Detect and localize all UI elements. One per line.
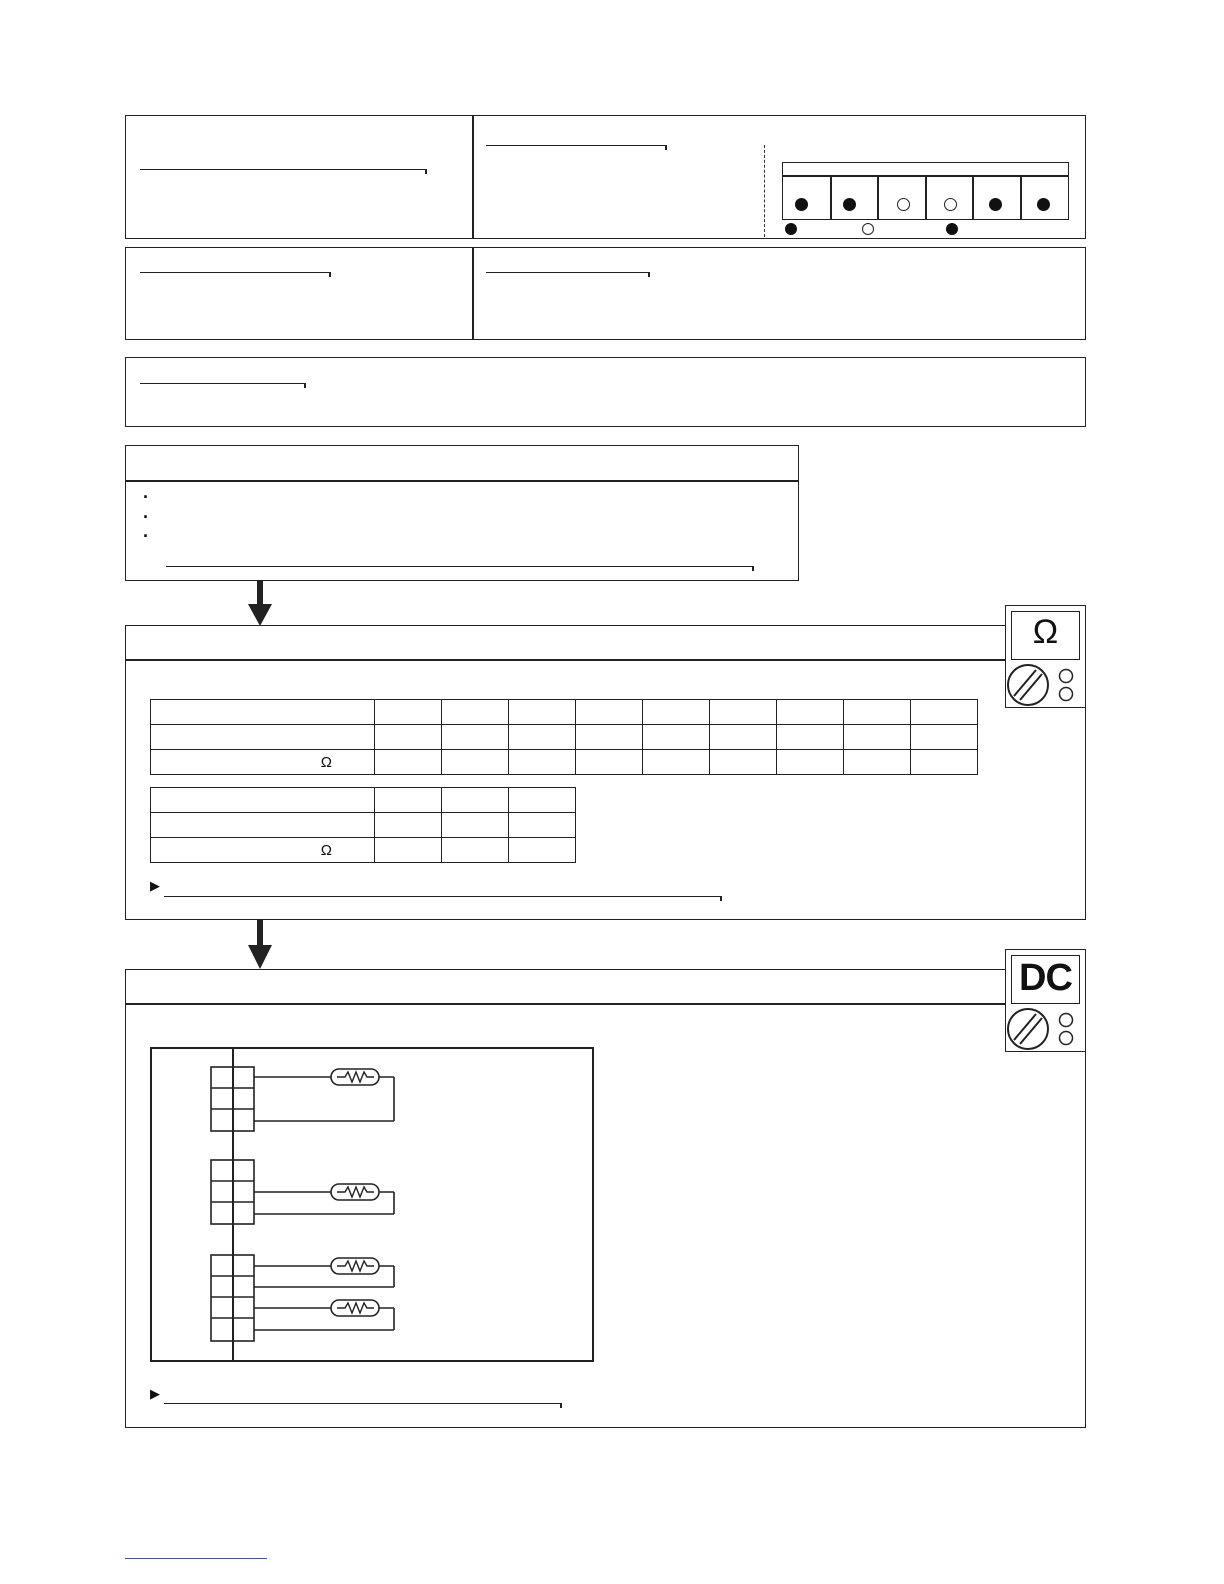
result-marker: ▶ bbox=[150, 878, 160, 893]
led-panel-divider bbox=[972, 175, 974, 220]
thermistor-icon bbox=[331, 1300, 379, 1316]
dc-label: DC bbox=[1019, 957, 1072, 999]
led-panel-divider bbox=[830, 175, 832, 220]
info-box-left bbox=[125, 115, 474, 239]
precheck-underline bbox=[166, 566, 753, 567]
table-row bbox=[151, 788, 576, 813]
legend-on-dot bbox=[785, 223, 797, 235]
cause-underline bbox=[140, 383, 305, 384]
meter-dial-icon bbox=[1006, 662, 1086, 708]
led-indicator-off bbox=[944, 198, 957, 211]
legend-off-dot bbox=[862, 223, 874, 235]
thermistor-icon bbox=[331, 1258, 379, 1274]
result-marker: ▶ bbox=[150, 1386, 160, 1401]
footer-link-underline[interactable] bbox=[125, 1558, 267, 1559]
flow-arrow-down bbox=[247, 919, 273, 971]
led-panel-divider bbox=[877, 175, 879, 220]
condition-underline bbox=[486, 272, 649, 273]
thermistor-icon bbox=[331, 1184, 379, 1200]
title-underline bbox=[140, 169, 426, 170]
thermistor-circuit-diagram bbox=[150, 1047, 594, 1363]
subtitle-underline bbox=[486, 145, 666, 146]
led-indicator-on bbox=[989, 198, 1002, 211]
cause-box bbox=[125, 357, 1086, 427]
legend-blink-dot bbox=[946, 223, 958, 235]
detection-box bbox=[125, 247, 474, 340]
resistance-table-a bbox=[150, 699, 978, 775]
dashed-divider bbox=[764, 145, 765, 237]
table-row bbox=[151, 750, 978, 775]
omega-unit-cell: Ω bbox=[151, 750, 375, 775]
precheck-header-rule bbox=[125, 480, 799, 482]
result-underline bbox=[164, 1403, 561, 1404]
precheck-bullet: · bbox=[143, 507, 149, 527]
meter-dial-icon bbox=[1006, 1006, 1086, 1052]
led-indicator-on bbox=[843, 198, 856, 211]
resistance-symbol: Ω bbox=[1032, 613, 1059, 651]
led-panel-divider bbox=[1020, 175, 1022, 220]
result-underline bbox=[164, 896, 721, 897]
table-row bbox=[151, 700, 978, 725]
table-row bbox=[151, 838, 576, 863]
led-indicator-off bbox=[897, 198, 910, 211]
table-row bbox=[151, 725, 978, 750]
led-indicator-on bbox=[1037, 198, 1050, 211]
flow-arrow-down bbox=[247, 580, 273, 628]
led-panel-divider bbox=[925, 175, 927, 220]
precheck-bullet: · bbox=[143, 487, 149, 507]
led-indicator-on bbox=[795, 198, 808, 211]
resistance-table-b bbox=[150, 787, 576, 863]
step-resistance-header-rule bbox=[125, 659, 1005, 661]
detection-underline bbox=[140, 272, 330, 273]
precheck-box bbox=[125, 445, 799, 581]
table-row bbox=[151, 813, 576, 838]
omega-unit-cell: Ω bbox=[151, 838, 375, 863]
step-voltage-header-rule bbox=[125, 1003, 1005, 1005]
condition-box bbox=[472, 247, 1086, 340]
precheck-bullet: · bbox=[143, 526, 149, 546]
thermistor-icon bbox=[331, 1069, 379, 1085]
